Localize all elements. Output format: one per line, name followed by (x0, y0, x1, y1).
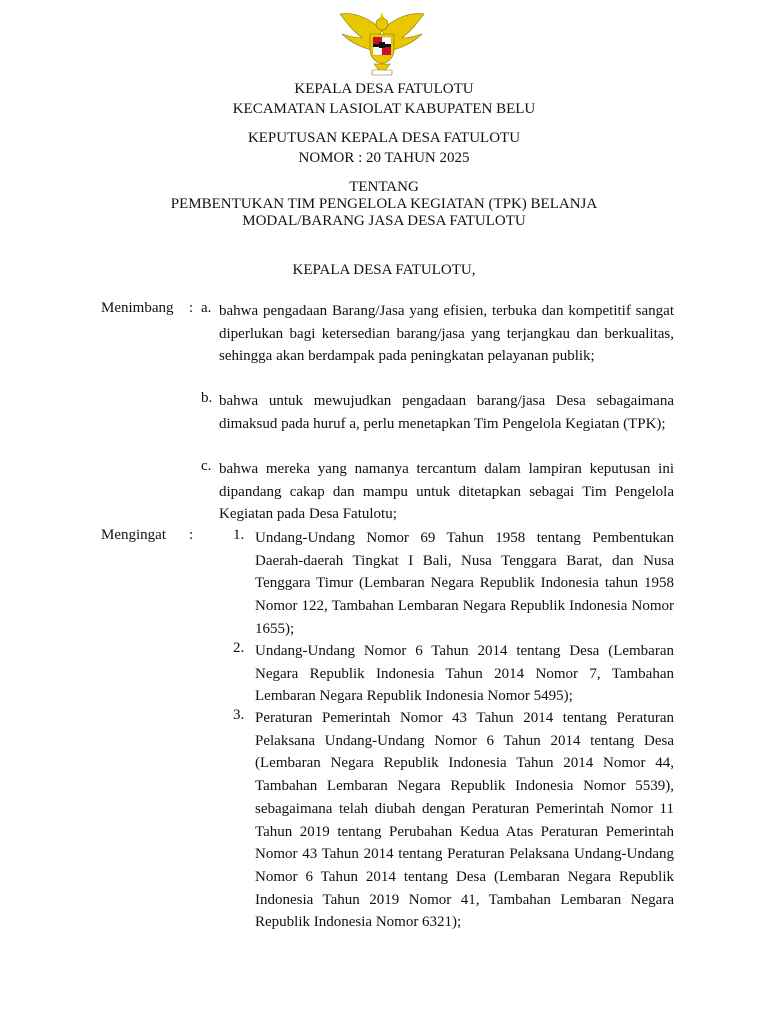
decree-subject (0, 179, 768, 230)
village-head-title: KEPALA DESA FATULOTU (294, 81, 474, 97)
mengingat-colon: : (189, 527, 194, 543)
menimbang-item-b: bahwa untuk mewujudkan pengadaan barang/jasa Desa sebagaimana dimaksud pada huruf a, perlu menetapkan Tim Pengelola Kegiatan (TPK); (219, 393, 674, 432)
mengingat-marker-3: 3. (233, 707, 245, 723)
signatory-heading (0, 260, 768, 280)
decree-heading (0, 128, 768, 168)
menimbang-marker-a: a. (201, 300, 212, 316)
garuda-emblem-icon (332, 8, 432, 78)
letterhead (0, 79, 768, 119)
decree-number: NOMOR : 20 TAHUN 2025 (298, 150, 470, 166)
menimbang-item-c: bahwa mereka yang namanya tercantum dalam lampiran keputusan ini dipandang cakap dan mampu untuk ditetapkan sebagai Tim Pengelola Kegiatan pada Desa Fatulotu; (219, 461, 674, 523)
about-label: TENTANG (349, 179, 419, 195)
mengingat-label: Mengingat (101, 527, 166, 543)
menimbang-marker-c: c. (201, 458, 212, 474)
district-regency-title: KECAMATAN LASIOLAT KABUPATEN BELU (232, 101, 536, 117)
subject-line-2: MODAL/BARANG JASA DESA FATULOTU (242, 213, 526, 229)
menimbang-colon: : (189, 300, 194, 316)
subject-line-1: PEMBENTUKAN TIM PENGELOLA KEGIATAN (TPK) BELANJA (170, 196, 598, 212)
menimbang-marker-b: b. (201, 390, 213, 406)
signatory-title: KEPALA DESA FATULOTU, (292, 262, 476, 278)
mengingat-marker-2: 2. (233, 640, 245, 656)
mengingat-item-2: Undang-Undang Nomor 6 Tahun 2014 tentang Desa (Lembaran Negara Republik Indonesia Tahun 2014 Nomor 7, Tambahan Lembaran Negara Republik Indonesia Nomor 5495); (255, 643, 674, 705)
mengingat-item-3: Peraturan Pemerintah Nomor 43 Tahun 2014 tentang Peraturan Pelaksana Undang-Undang Nomor 6 Tahun 2014 tentang Desa (Lembaran Negara Republik Indonesia Tahun 2014 Nomor 44, Tambahan Lembaran Negara Republik Indonesia Nomor 5539), sebagaimana telah diubah dengan Peraturan Pemerintah Nomor 11 Tahun 2019 tentang Perubahan Kedua Atas Peraturan Pemerintah Nomor 43 Tahun 2014 tentang Peraturan Pelaksana Undang-Undang Nomor 6 Tahun 2014 tentang Desa (Lembaran Negara Republik Indonesia Tahun 2019 Nomor 41, Tambahan Lembaran Negara Republik Indonesia Nomor 6321); (255, 710, 674, 931)
menimbang-label: Menimbang (101, 300, 174, 316)
decree-title: KEPUTUSAN KEPALA DESA FATULOTU (247, 130, 521, 146)
mengingat-item-1: Undang-Undang Nomor 69 Tahun 1958 tentang Pembentukan Daerah-daerah Tingkat I Bali, Nusa Tenggara Barat, dan Nusa Tenggara Timur (Lembaran Negara Republik Indonesia tahun 1958 Nomor 122, Tambahan Lembaran Negara Republik Indonesia Nomor 1655); (255, 530, 674, 637)
mengingat-marker-1: 1. (233, 527, 245, 543)
menimbang-item-a: bahwa pengadaan Barang/Jasa yang efisien, terbuka dan kompetitif sangat diperlukan bagi ketersedian barang/jasa yang terjangkau dan berkualitas, sehingga akan berdampak pada peningkatan pelayanan publik; (219, 303, 674, 365)
